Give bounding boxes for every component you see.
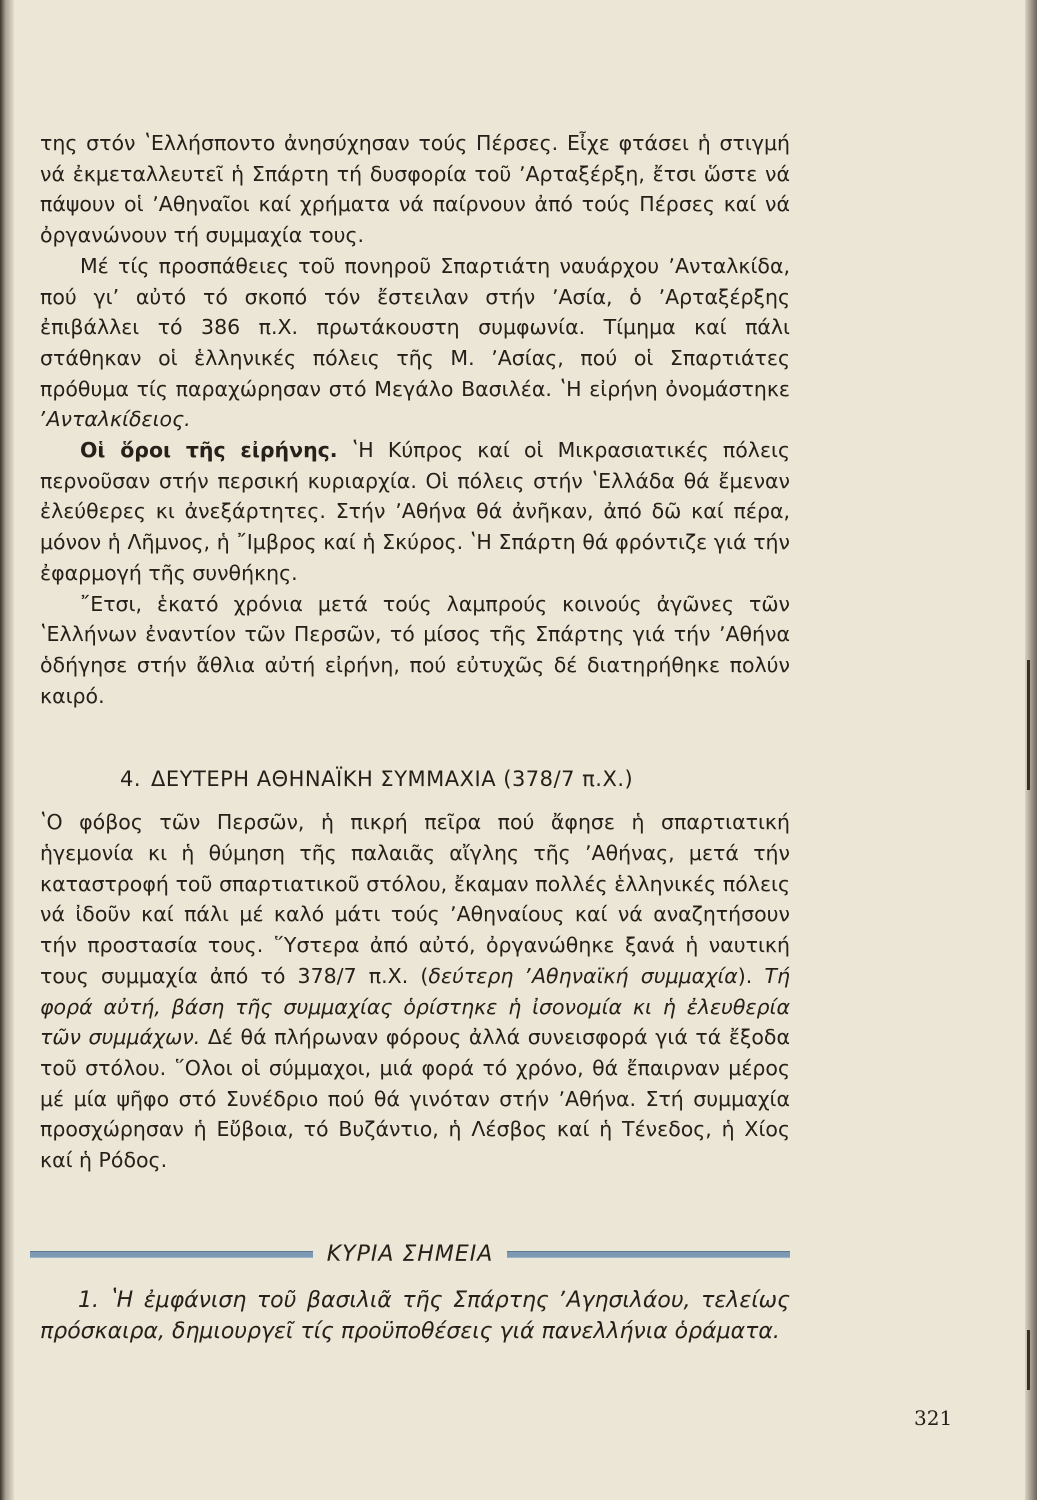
antalkideios-term: ʼΑνταλκίδειος. [40, 407, 191, 432]
peace-terms-text: ʽΗ Κύπρος καί οἱ Μικρασιατικές πόλεις περνοῦσαν στήν περσική κυριαρχία. Οἱ πόλεις στήν ʽΕλλάδα θά ἔμεναν ἐλεύθερες κι ἀνεξάρτητες. Στήν ʼΑθήνα θά ἀνῆκαν, ἀπό δῶ καί πέρα, μόνον ἡ Λῆμνος, ἡ ῎Ιμβρος καί ἡ Σκύρος. ʽΗ Σπάρτη θά φρόντιζε γιά τήν ἐφαρμογή τῆς συνθήκης. [40, 438, 790, 585]
page-content [40, 128, 790, 1347]
paragraph-antalcidas [40, 251, 790, 435]
key-point-item: 1. ʽΗ ἐμφάνιση τοῦ βασιλιᾶ τῆς Σπάρτης ʼΑγησιλάου, τελείως πρόσκαιρα, δημιουργεῖ τίς προϋποθέσεις γιά πανελλήνια ὁράματα. [40, 1287, 790, 1344]
peace-terms-heading: Οἱ ὅροι τῆς εἰρήνης. [80, 438, 338, 463]
binding-mark [1027, 660, 1030, 790]
section-title: ΔΕΥΤΕΡΗ ΑΘΗΝΑΪΚΗ ΣΥΜΜΑΧΙΑ (378/7 π.Χ.) [151, 767, 634, 792]
paragraph-conclusion: ῎Ετσι, ἑκατό χρόνια μετά τούς λαμπρούς κοινούς ἀγῶνες τῶν ʽΕλλήνων ἐναντίον τῶν Περσῶν, τό μίσος τῆς Σπάρτης γιά τήν ʼΑθήνα ὁδήγησε στήν ἄθλια αὐτή εἰρήνη, πού εὐτυχῶς δέ διατηρήθηκε πολύν καιρό. [40, 591, 790, 708]
paragraph-peace-terms [40, 435, 790, 589]
section-number: 4. [120, 767, 142, 792]
paragraph-antalcidas-text: Μέ τίς προσπάθειες τοῦ πονηροῦ Σπαρτιάτη ναυάρχου ʼΑνταλκίδα, πού γι’ αὐτό τό σκοπό τόν ἔστειλαν στήν ʼΑσία, ὁ ʼΑρταξέρξης ἐπιβάλλει τό 386 π.Χ. πρωτάκουστη συμφωνία. Τίμημα καί πάλι στάθηκαν οἱ ἑλληνικές πόλεις τῆς Μ. ʼΑσίας, πού οἱ Σπαρτιάτες πρόθυμα τίς παραχώρησαν στό Μεγάλο Βασιλέα. ʽΗ εἰρήνη ὀνομάστηκε [40, 253, 790, 401]
section-heading [120, 767, 790, 791]
page-left-edge [0, 0, 14, 1500]
second-league-italic-sentence: Τή φορά αὐτή, βάση τῆς συμμαχίας ὁρίστηκε ἡ ἰσονομία κι ἡ ἐλευθερία τῶν συμμάχων. [40, 963, 790, 1050]
key-points-rule-left [30, 1251, 313, 1258]
paragraph-second-league [40, 807, 790, 1175]
key-points-title: ΚΥΡΙΑ ΣΗΜΕΙΑ [326, 1241, 494, 1267]
second-league-italic-term: δεύτερη ʼΑθηναϊκή συμμαχία [428, 963, 738, 988]
second-league-text-3: Δέ θά πλήρωναν φόρους ἀλλά συνεισφορά γιά τά ἔξοδα τοῦ στόλου. ῞Ολοι οἱ σύμμαχοι, μιά φορά τό χρόνο, θά ἔπαιρναν μέρος μέ μία ψῆφο στό Συνέδριο πού θά γινόταν στήν ʼΑθήνα. Στή συμμαχία προσχώρησαν ἡ Εὔβοια, τό Βυζάντιο, ἡ Λέσβος καί ἡ Τένεδος, ἡ Χίος καί ἡ Ρόδος. [40, 1025, 790, 1173]
binding-mark [1027, 1330, 1030, 1390]
key-points-header [30, 1242, 790, 1267]
second-league-text-1: ʽΟ φόβος τῶν Περσῶν, ἡ πικρή πεῖρα πού ἄφησε ἡ σπαρτιατική ἡγεμονία κι ἡ θύμηση τῆς παλαιᾶς αἴγλης τῆς ʼΑθήνας, μετά τήν καταστροφή τοῦ σπαρτιατικοῦ στόλου, ἔκαμαν πολλές ἑλληνικές πόλεις νά ἰδοῦν καί πάλι μέ καλό μάτι τούς ʼΑθηναίους καί νά αναζητήσουν τήν προστασία τους. ῞Υστερα ἀπό αὐτό, ὀργανώθηκε ξανά ἡ ναυτική τους συμμαχία ἀπό τό 378/7 π.Χ. ( [40, 810, 790, 988]
key-points-rule-right [507, 1251, 790, 1258]
paragraph-persian-concern: της στόν ʽΕλλήσποντο ἀνησύχησαν τούς Πέρσες. Εἶχε φτάσει ἡ στιγμή νά ἐκμεταλλευτεῖ ἡ Σπάρτη τή δυσφορία τοῦ ʼΑρταξέρξη, ἔτσι ὥστε νά πάψουν οἱ ʼΑθηναῖοι καί χρήματα νά παίρνουν ἀπό τούς Πέρσες καί νά ὀργανώνουν τή συμμαχία τους. [40, 131, 790, 248]
second-league-text-2: ). [737, 963, 765, 988]
page-number: 321 [914, 1406, 953, 1430]
